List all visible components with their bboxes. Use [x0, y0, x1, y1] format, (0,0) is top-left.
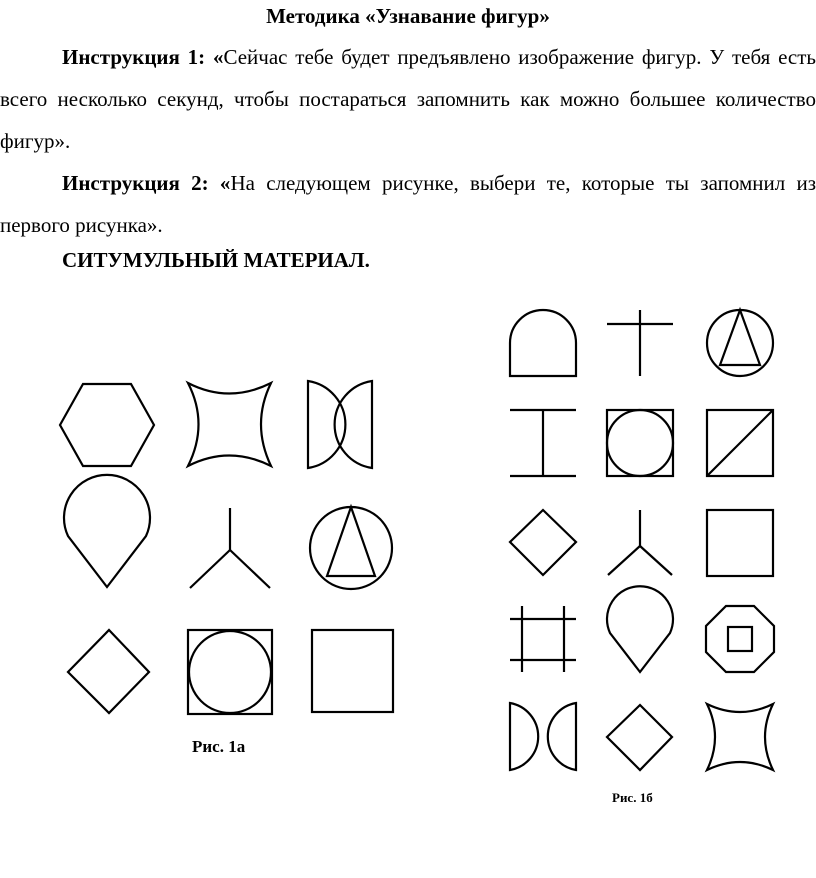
- stimulus-heading: СИТУМУЛЬНЫЙ МАТЕРИАЛ.: [62, 248, 370, 272]
- triangle-in-circle-shape: [707, 310, 773, 376]
- instruction-2-text: На следующем рисунке, выбери те, которые ты запомнил из первого рисунка».: [0, 171, 816, 237]
- square-shape: [312, 630, 393, 712]
- triangle-in-circle-shape: [310, 507, 392, 589]
- concave-square-shape: [707, 704, 773, 770]
- two-half-circles-shape: [510, 703, 576, 770]
- two-half-circles-shape: [308, 381, 372, 468]
- circle-in-square-shape: [188, 630, 272, 714]
- drop-petal-shape: [607, 586, 673, 672]
- figure-1a: [60, 381, 393, 714]
- diamond-shape: [68, 630, 149, 713]
- three-ray-y-shape: [190, 508, 270, 588]
- i-beam-shape: [510, 410, 576, 476]
- instruction-1-text: Сейчас тебе будет предъявлено изображение фигур. У тебя есть всего несколько секунд, чтобы постараться запомнить как можно большее количество фигур».: [0, 45, 816, 153]
- figure-1b: [510, 310, 774, 770]
- instruction-2-label: Инструкция 2:: [62, 171, 209, 195]
- instruction-1-label: Инструкция 1:: [62, 45, 206, 69]
- drop-petal-shape: [64, 475, 150, 587]
- circle-in-square-shape: [607, 410, 673, 476]
- three-ray-y-shape: [608, 510, 672, 575]
- hexagon-shape: [60, 384, 154, 466]
- page-title: Методика «Узнавание фигур»: [266, 4, 550, 28]
- figure-1a-caption: Рис. 1а: [192, 737, 246, 756]
- diamond-shape: [607, 705, 672, 770]
- instruction-2-quote: «: [208, 171, 231, 195]
- figure-1b-caption: Рис. 1б: [612, 790, 653, 805]
- instruction-1-quote: «: [205, 45, 224, 69]
- diamond-shape: [510, 510, 576, 575]
- octagon-with-square-shape: [706, 606, 774, 672]
- arch-shape: [510, 310, 576, 376]
- concave-square-shape: [188, 383, 271, 466]
- hash-shape: [510, 606, 576, 672]
- square-shape: [707, 510, 773, 576]
- square-with-diagonal-shape: [707, 410, 773, 476]
- cross-shape: [607, 310, 673, 376]
